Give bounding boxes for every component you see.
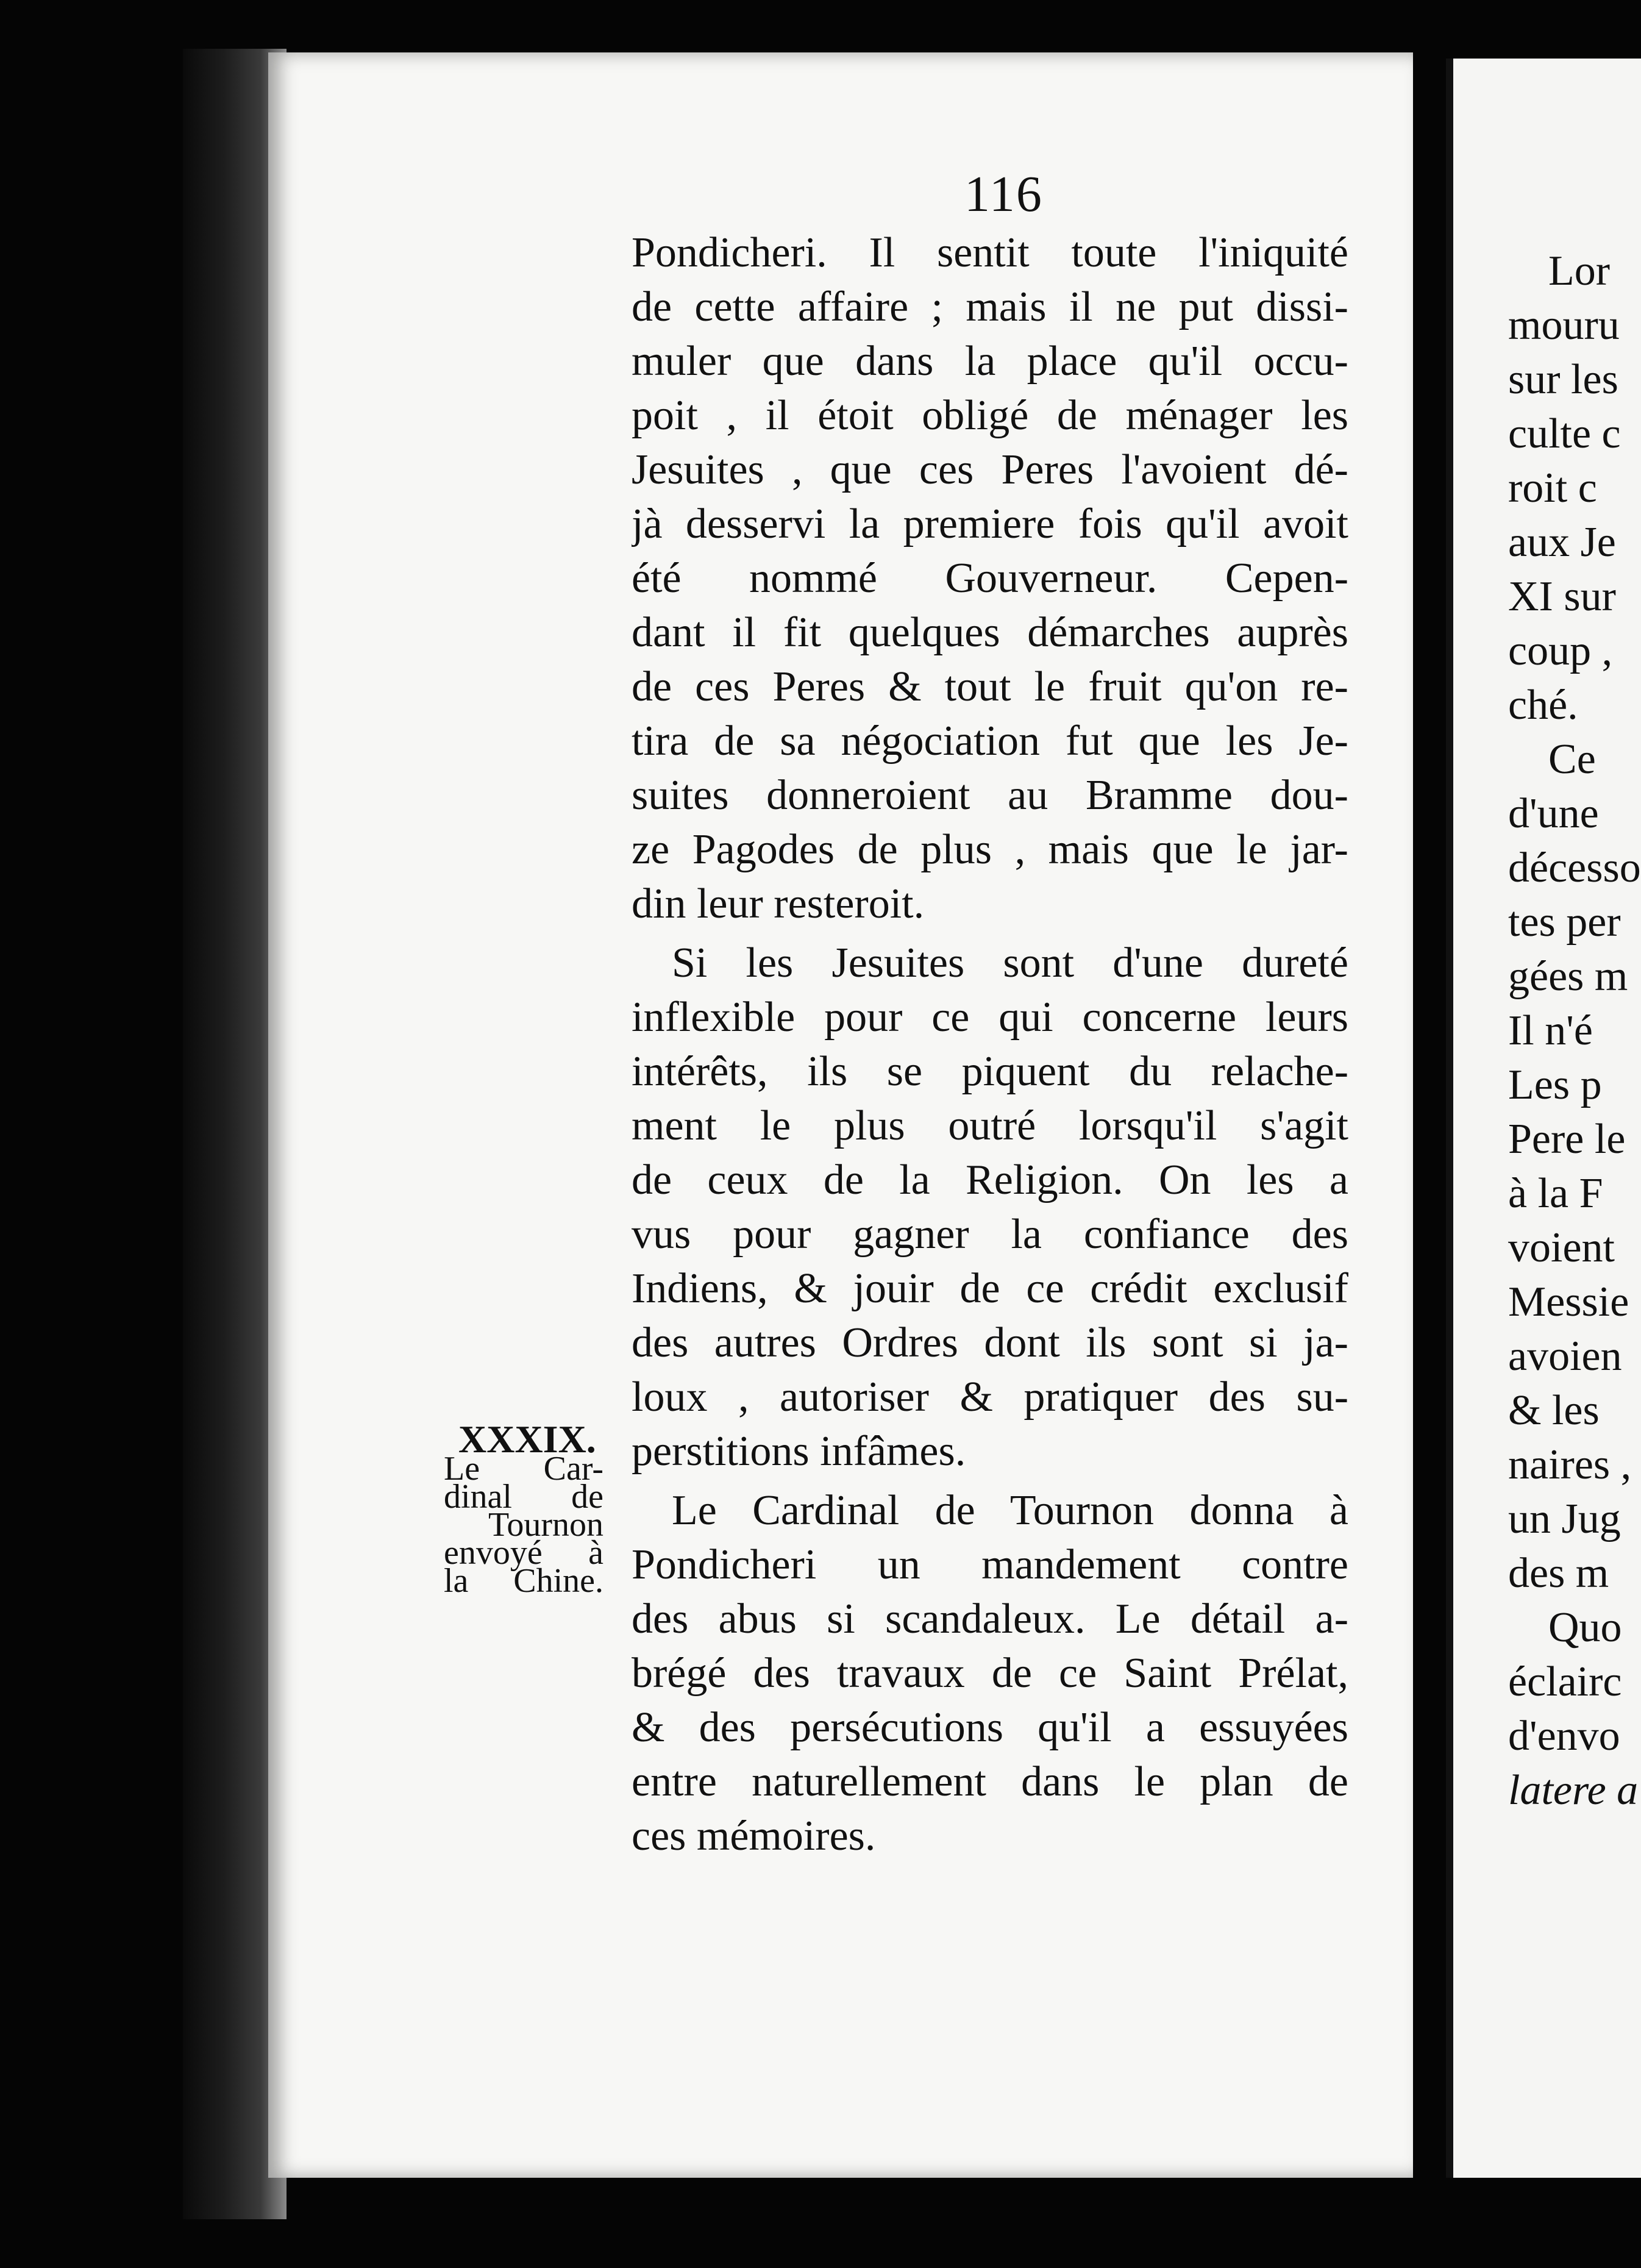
text-line: perstitions infâmes. xyxy=(632,1428,966,1475)
facing-text-line: mouru xyxy=(1508,302,1620,349)
margin-note-line: Tournon xyxy=(488,1506,603,1544)
text-line: entre naturellement dans le plan de xyxy=(632,1758,1348,1805)
margin-note-line: dinal de xyxy=(444,1478,603,1516)
margin-note-line: envoyé à xyxy=(444,1534,603,1572)
main-text-block xyxy=(632,226,1348,1863)
facing-text-line: aux Je xyxy=(1508,519,1616,566)
facing-text-line: des m xyxy=(1508,1550,1609,1597)
margin-note-heading: XXXIX. xyxy=(458,1417,596,1461)
margin-note xyxy=(444,1417,603,1600)
text-line: intérêts, ils se piquent du relache- xyxy=(632,1048,1348,1095)
text-line: de ceux de la Religion. On les a xyxy=(632,1157,1348,1204)
text-line: été nommé Gouverneur. Cepen- xyxy=(632,555,1348,602)
facing-text-line: latere a xyxy=(1508,1767,1639,1814)
facing-text-line: & les xyxy=(1508,1387,1600,1434)
text-line: des abus si scandaleux. Le détail a- xyxy=(632,1596,1348,1642)
margin-note-line: Le Car- xyxy=(444,1450,603,1488)
facing-text-line: coup , xyxy=(1508,627,1613,674)
text-line: de cette affaire ; mais il ne put dissi- xyxy=(632,284,1348,330)
text-line: Pondicheri un mandement contre xyxy=(632,1541,1348,1588)
facing-text-line: gées m xyxy=(1508,953,1628,1000)
facing-text-line: à la F xyxy=(1508,1170,1603,1217)
text-line: inflexible pour ce qui concerne leurs xyxy=(632,994,1348,1041)
facing-text-line: Messie xyxy=(1508,1278,1629,1325)
text-line: poit , il étoit obligé de ménager les xyxy=(632,392,1348,439)
facing-text-line: ché. xyxy=(1508,682,1578,729)
facing-text-line: roit c xyxy=(1508,465,1597,512)
facing-text-line: Quo xyxy=(1548,1604,1622,1651)
text-line: ze Pagodes de plus , mais que le jar- xyxy=(632,826,1348,873)
facing-text-line: Lor xyxy=(1548,248,1611,294)
text-line: suites donneroient au Bramme dou- xyxy=(632,772,1348,819)
text-line: Indiens, & jouir de ce crédit exclusif xyxy=(632,1265,1348,1312)
facing-text-line: naires , xyxy=(1508,1441,1632,1488)
text-line: loux , autoriser & pratiquer des su- xyxy=(632,1374,1348,1421)
text-line: jà desservi la premiere fois qu'il avoit xyxy=(632,501,1348,547)
facing-text-line: voient xyxy=(1508,1224,1615,1271)
text-line: ment le plus outré lorsqu'il s'agit xyxy=(632,1102,1348,1149)
text-line: dant il fit quelques démarches auprès xyxy=(632,609,1348,656)
text-line: des autres Ordres dont ils sont si ja- xyxy=(632,1319,1348,1366)
facing-text-line: sur les xyxy=(1508,356,1618,403)
text-line: vus pour gagner la confiance des xyxy=(632,1211,1348,1258)
facing-text-line: tes per xyxy=(1508,899,1621,946)
text-line: Jesuites , que ces Peres l'avoient dé- xyxy=(632,446,1348,493)
facing-text-line: culte c xyxy=(1508,410,1621,457)
text-line: de ces Peres & tout le fruit qu'on re- xyxy=(632,663,1348,710)
facing-text-line: Les p xyxy=(1508,1061,1602,1108)
text-line: ces mémoires. xyxy=(632,1813,876,1860)
facing-text-line: avoien xyxy=(1508,1333,1622,1380)
text-line: Si les Jesuites sont d'une dureté xyxy=(672,940,1348,986)
text-line: Le Cardinal de Tournon donna à xyxy=(672,1487,1348,1534)
facing-text-line: d'envo xyxy=(1508,1713,1620,1760)
text-line: & des persécutions qu'il a essuyées xyxy=(632,1704,1348,1751)
facing-text-line: Pere le xyxy=(1508,1116,1626,1163)
facing-text-line: d'une xyxy=(1508,790,1599,837)
text-line: muler que dans la place qu'il occu- xyxy=(632,338,1348,385)
facing-text-line: éclairc xyxy=(1508,1658,1622,1705)
margin-note-line: la Chine. xyxy=(444,1562,603,1600)
facing-text-line: décesso xyxy=(1508,844,1641,891)
facing-text-line: Il n'é xyxy=(1508,1007,1593,1054)
facing-page-text xyxy=(1508,244,1641,1817)
facing-text-line: un Jug xyxy=(1508,1496,1621,1542)
text-line: din leur resteroit. xyxy=(632,880,925,927)
facing-text-line: XI sur xyxy=(1508,573,1616,620)
facing-text-line: Ce xyxy=(1548,736,1596,783)
page-number: 116 xyxy=(964,166,1043,223)
text-line: brégé des travaux de ce Saint Prélat, xyxy=(632,1650,1348,1697)
text-line: Pondicheri. Il sentit toute l'iniquité xyxy=(632,229,1348,276)
text-line: tira de sa négociation fut que les Je- xyxy=(632,718,1348,765)
